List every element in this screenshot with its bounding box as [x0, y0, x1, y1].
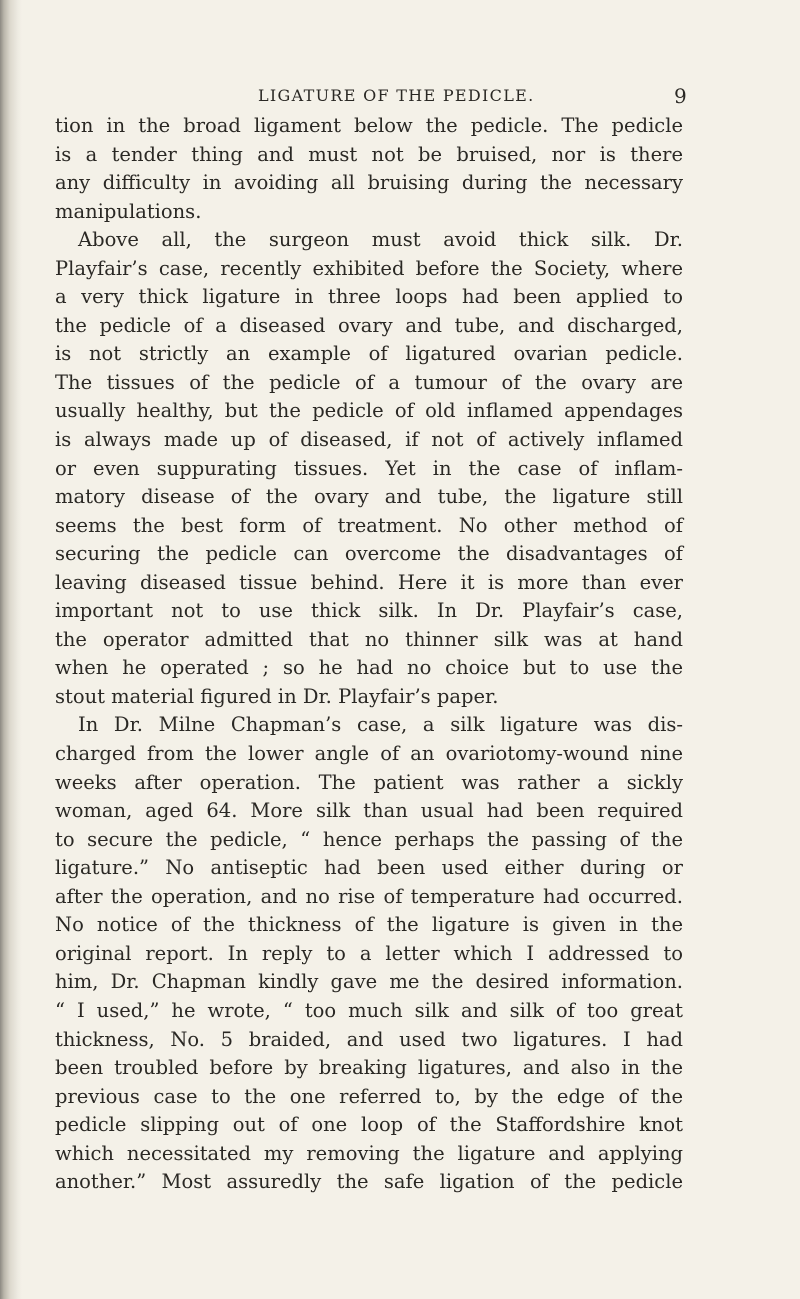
text-line: The tissues of the pedicle of a tumour of the ovary are [55, 370, 683, 394]
text-line: “ I used,” he wrote, “ too much silk and silk of too great [55, 998, 683, 1022]
text-line: matory disease of the ovary and tube, the ligature still [55, 485, 683, 509]
text-line: the operator admitted that no thinner silk was at hand [55, 627, 683, 651]
paragraph-start-line: Above all, the surgeon must avoid thick silk. Dr. [78, 228, 683, 252]
running-head-title: LIGATURE OF THE PEDICLE. [258, 86, 535, 105]
text-line: which necessitated my removing the ligature and applying [55, 1141, 683, 1165]
text-line: tion in the broad ligament below the pedicle. The pedicle [55, 114, 683, 137]
text-line: the pedicle of a diseased ovary and tube, and discharged, [55, 313, 683, 337]
text-line: usually healthy, but the pedicle of old inflamed appendages [55, 399, 683, 423]
running-head [0, 86, 800, 112]
text-line: when he operated ; so he had no choice but to use the [55, 656, 683, 680]
text-line: securing the pedicle can overcome the disadvantages of [55, 542, 683, 566]
text-line: previous case to the one referred to, by the edge of the [55, 1084, 683, 1108]
text-line: any difficulty in avoiding all bruising during the necessary [55, 171, 683, 195]
text-line: a very thick ligature in three loops had been applied to [55, 285, 683, 309]
text-line: been troubled before by breaking ligatures, and also in the [55, 1056, 683, 1080]
text-line: manipulations. [55, 199, 202, 223]
text-line: charged from the lower angle of an ovariotomy-wound nine [55, 742, 683, 766]
text-line: pedicle slipping out of one loop of the Staffordshire knot [55, 1113, 683, 1137]
text-line: stout material figured in Dr. Playfair’s paper. [55, 684, 499, 708]
text-line: leaving diseased tissue behind. Here it is more than ever [55, 570, 683, 594]
page-number: 9 [674, 84, 687, 108]
text-line: original report. In reply to a letter which I addressed to [55, 941, 683, 965]
text-line: Playfair’s case, recently exhibited before the Society, where [55, 256, 683, 280]
text-line: another.” Most assuredly the safe ligation of the pedicle [55, 1170, 683, 1194]
text-line: after the operation, and no rise of temperature had occurred. [55, 884, 683, 908]
text-line: important not to use thick silk. In Dr. Playfair’s case, [55, 599, 683, 623]
text-line: him, Dr. Chapman kindly gave me the desired information. [55, 970, 683, 994]
text-line: or even suppurating tissues. Yet in the case of inflam- [55, 456, 683, 480]
text-line: thickness, No. 5 braided, and used two ligatures. I had [55, 1027, 683, 1051]
text-line: to secure the pedicle, “ hence perhaps the passing of the [55, 827, 683, 851]
text-line: is a tender thing and must not be bruised, nor is there [55, 142, 683, 166]
text-line: ligature.” No antiseptic had been used either during or [55, 856, 683, 880]
text-line: is always made up of diseased, if not of actively inflamed [55, 428, 683, 452]
body-text [55, 112, 683, 1197]
text-line: weeks after operation. The patient was rather a sickly [55, 770, 683, 794]
text-line: No notice of the thickness of the ligature is given in the [55, 913, 683, 937]
text-line: seems the best form of treatment. No other method of [55, 513, 683, 537]
text-line: is not strictly an example of ligatured ovarian pedicle. [55, 342, 683, 366]
text-line: woman, aged 64. More silk than usual had been required [55, 799, 683, 823]
paragraph-start-line: In Dr. Milne Chapman’s case, a silk ligature was dis- [78, 713, 683, 737]
